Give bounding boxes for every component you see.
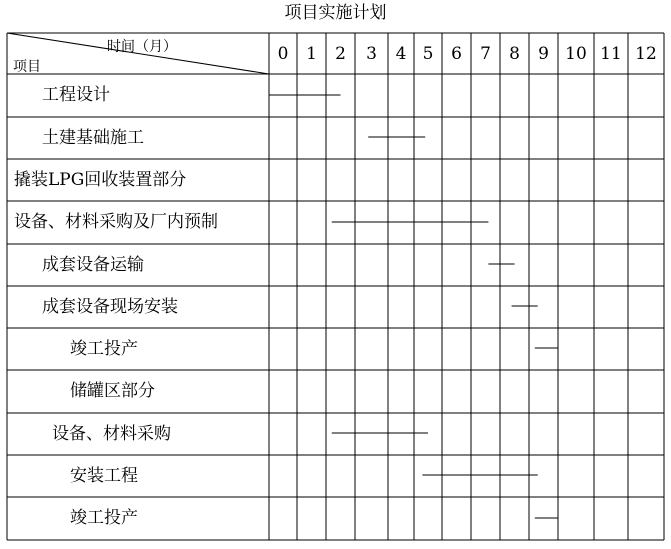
column-header-9: 9: [538, 44, 549, 64]
column-header-7: 7: [480, 44, 491, 64]
column-header-8: 8: [509, 44, 520, 64]
header-corner: [7, 34, 269, 74]
task-label: 成套设备运输: [42, 255, 144, 275]
task-label: 储罐区部分: [70, 381, 155, 401]
task-label: 设备、材料采购及厂内预制: [14, 212, 218, 232]
column-header-12: 12: [635, 44, 657, 64]
item-axis-label: 项目: [13, 59, 41, 75]
time-axis-label: 时间（月）: [107, 39, 177, 55]
task-label: 设备、材料采购: [52, 424, 171, 444]
task-label: 竣工投产: [70, 339, 138, 359]
column-header-10: 10: [565, 44, 587, 64]
column-header-6: 6: [451, 44, 462, 64]
task-label: 工程设计: [42, 85, 110, 105]
column-header-5: 5: [422, 44, 434, 64]
column-header-1: 1: [306, 44, 317, 64]
task-label: 安装工程: [70, 466, 138, 486]
task-label: 撬装LPG回收装置部分: [14, 170, 187, 190]
task-label: 竣工投产: [70, 508, 138, 528]
task-label: 土建基础施工: [42, 128, 144, 148]
page-title: 项目实施计划: [284, 3, 387, 23]
task-label: 成套设备现场安装: [42, 297, 178, 317]
column-header-4: 4: [395, 44, 407, 64]
column-header-2: 2: [335, 44, 346, 64]
column-header-3: 3: [366, 44, 377, 64]
column-header-0: 0: [277, 44, 289, 64]
column-header-11: 11: [600, 44, 622, 64]
